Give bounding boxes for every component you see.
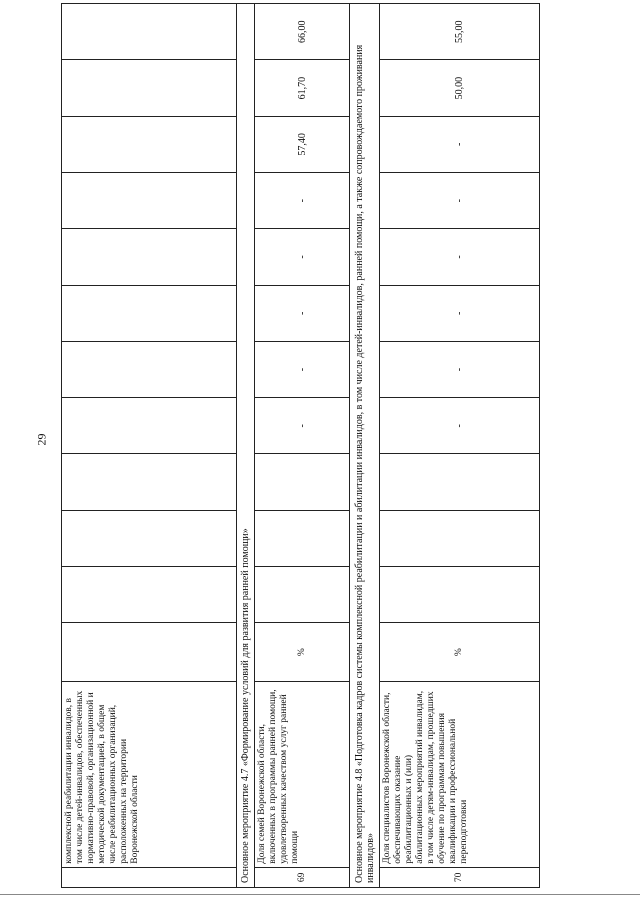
- row-number-cell: 69: [255, 867, 350, 887]
- value-cell: -: [255, 285, 350, 341]
- bottom-rule: [0, 894, 640, 895]
- value-cell: [62, 229, 237, 285]
- value-cell: [62, 4, 237, 60]
- unit-cell: %: [255, 623, 350, 682]
- value-cell: -: [255, 229, 350, 285]
- unit-cell: [62, 623, 237, 682]
- section-heading-text: Основное мероприятие 4.8 «Подготовка кадров системы комплексной реабилитации и абилитации инвалидов, в том числе детей-инвалидов, ранней помощи, а также сопровождаемого проживания инвалидов»: [350, 4, 380, 888]
- indicator-name-cell: Доля семей Воронежской области, включенных в программы ранней помощи, удовлетворенных качеством услуг ранней помощи: [255, 681, 350, 867]
- value-cell: [380, 454, 540, 510]
- page-number: 29: [34, 433, 49, 446]
- value-cell: [255, 510, 350, 566]
- value-cell: -: [255, 398, 350, 454]
- indicator-name-cell: комплексной реабилитации инвалидов, в том числе детей-инвалидов, обеспеченных нормативно-правовой, организационной и методической документацией, в общем числе реабилитационных организаций, расположенных на территории Воронежской области: [62, 681, 237, 867]
- section-heading-4-8: [350, 4, 380, 888]
- value-cell: -: [255, 341, 350, 397]
- value-cell: [255, 454, 350, 510]
- value-cell: [62, 341, 237, 397]
- indicator-name-cell: Доля специалистов Воронежской области, обеспечивающих оказание реабилитационных и (или) абилитационных мероприятий инвалидам, в том числе детям-инвалидам, прошедших обучение по программам повышения квалификации и профессиональной переподготовки: [380, 681, 540, 867]
- value-cell: 57,40: [255, 116, 350, 172]
- value-cell: [62, 285, 237, 341]
- table-row-70: [380, 4, 540, 888]
- value-cell: -: [380, 229, 540, 285]
- table-row-69: [255, 4, 350, 888]
- value-cell: 66,00: [255, 4, 350, 60]
- value-cell: [62, 173, 237, 229]
- unit-cell: %: [380, 623, 540, 682]
- value-cell: 55,00: [380, 4, 540, 60]
- row-number-cell: 70: [380, 867, 540, 887]
- indicators-table: [61, 3, 540, 888]
- value-cell: [62, 567, 237, 623]
- value-cell: -: [255, 173, 350, 229]
- row-number-cell: [62, 867, 237, 887]
- value-cell: -: [380, 398, 540, 454]
- section-heading-4-7: [237, 4, 255, 888]
- value-cell: [380, 510, 540, 566]
- value-cell: [380, 567, 540, 623]
- value-cell: [62, 510, 237, 566]
- value-cell: 61,70: [255, 60, 350, 116]
- section-heading-text: Основное мероприятие 4.7 «Формирование условий для развития ранней помощи»: [237, 4, 255, 888]
- value-cell: -: [380, 173, 540, 229]
- value-cell: 50,00: [380, 60, 540, 116]
- value-cell: -: [380, 341, 540, 397]
- value-cell: [62, 60, 237, 116]
- table-row-continuation: [62, 4, 237, 888]
- value-cell: -: [380, 116, 540, 172]
- value-cell: [62, 454, 237, 510]
- rotated-table-sheet: [61, 0, 621, 888]
- value-cell: [255, 567, 350, 623]
- value-cell: -: [380, 285, 540, 341]
- value-cell: [62, 116, 237, 172]
- value-cell: [62, 398, 237, 454]
